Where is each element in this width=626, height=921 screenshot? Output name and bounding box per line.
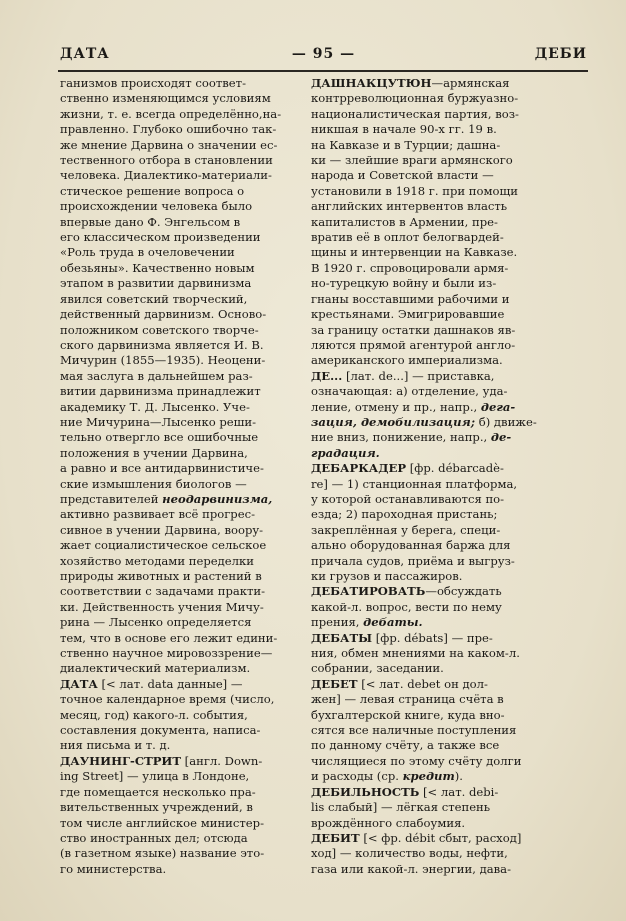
text-line: явился советский творческий, xyxy=(60,291,248,306)
text-run: [англ. Down- xyxy=(181,753,263,768)
text-run: —армянская xyxy=(431,76,510,90)
entry-debarkader xyxy=(311,461,589,584)
entry-data xyxy=(60,677,312,754)
text-run: ). xyxy=(454,769,463,784)
headword: ДЕБИЛЬНОСТЬ xyxy=(311,784,420,799)
text-line xyxy=(311,631,589,646)
text-line xyxy=(311,615,589,630)
text-line: же мнение Дарвина о значении ес- xyxy=(60,137,278,152)
headword: ДЕБЕТ xyxy=(311,676,358,691)
text-line: у которой останавливаются по- xyxy=(311,491,505,506)
text-line: lis слабый] — лёгкая степень xyxy=(311,800,491,815)
text-line: положения в учении Дарвина, xyxy=(60,445,248,460)
text-line: на Кавказе и в Турции; дашна- xyxy=(311,137,501,152)
text-run: —обсуждать xyxy=(425,584,502,599)
entry-debit xyxy=(311,831,589,877)
entry-darwinism-continuation xyxy=(60,76,312,677)
text-line: ние Мичурина—Лысенко реши- xyxy=(60,414,257,429)
text-line: ально оборудованная баржа для xyxy=(311,538,511,553)
headword: ДАШНАКЦУТЮН xyxy=(311,76,432,90)
text-line: числящиеся по этому счёту долги xyxy=(311,753,522,768)
text-line: бухгалтерской книге, куда вно- xyxy=(311,707,505,722)
text-line: английских интервентов власть xyxy=(311,199,508,214)
text-line: ственно научное мировоззрение— xyxy=(60,646,273,661)
text-line: ляются прямой агентурой англо- xyxy=(311,337,516,352)
text-line: В 1920 г. спровоцировали армя- xyxy=(311,260,509,275)
text-line: хозяйство методами переделки xyxy=(60,553,254,568)
header-rule xyxy=(58,70,588,72)
text-line: ния письма и т. д. xyxy=(60,738,171,753)
text-line: капиталистов в Армении, пре- xyxy=(311,214,498,229)
text-run: [< лат. data данные] — xyxy=(97,676,243,691)
text-line: врождённого слабоумия. xyxy=(311,815,466,830)
text-line: витии дарвинизма принадлежит xyxy=(60,384,261,399)
text-line xyxy=(311,446,589,461)
text-line: тельно отвергло все ошибочные xyxy=(60,430,259,445)
text-line: происхождении человека было xyxy=(60,199,253,214)
text-line: газа или какой-л. энергии, дава- xyxy=(311,861,511,876)
running-head-right: ДЕБИ xyxy=(534,46,587,62)
text-line: а равно и все антидарвинистиче- xyxy=(60,461,264,476)
text-line xyxy=(311,369,589,384)
text-line xyxy=(311,677,589,692)
right-column xyxy=(311,76,589,877)
text-line: (в газетном языке) название это- xyxy=(60,846,265,861)
text-line: означающая: а) отделение, уда- xyxy=(311,384,508,399)
text-line xyxy=(60,754,312,769)
headword: ДЕБАРКАДЕР xyxy=(311,461,407,476)
text-line xyxy=(311,831,589,846)
italic-term: де- xyxy=(490,430,512,445)
italic-term: зация, демобилизация; xyxy=(311,414,476,429)
text-line: ки грузов и пассажиров. xyxy=(311,569,463,583)
italic-term: дега- xyxy=(480,399,516,414)
text-line: националистическая партия, воз- xyxy=(311,106,519,121)
text-line: ственно изменяющимся условиям xyxy=(60,91,271,106)
text-line: ские измышления биологов — xyxy=(60,476,247,491)
running-head-left: ДАТА xyxy=(60,46,110,62)
text-line: жен] — левая страница счёта в xyxy=(311,692,504,707)
text-line: жизни, т. е. всегда определённо,на- xyxy=(60,106,282,121)
headword: ДЕБИТ xyxy=(311,830,360,845)
text-run: и расходы (ср. xyxy=(311,769,403,784)
text-line: re] — 1) станционная платформа, xyxy=(311,476,518,491)
text-line: рина — Лысенко определяется xyxy=(60,615,252,630)
text-line: крестьянами. Эмигрировавшие xyxy=(311,307,505,322)
text-line: собрании, заседании. xyxy=(311,661,444,676)
text-line: ство иностранных дел; отсюда xyxy=(60,830,248,845)
text-run: [< фр. débit сбыт, расход] xyxy=(359,830,522,845)
text-run: представителей xyxy=(60,491,163,506)
text-line: тественного отбора в становлении xyxy=(60,153,273,168)
entry-debilnost xyxy=(311,785,589,831)
entry-de xyxy=(311,369,589,461)
text-line: «Роль труда в очеловечении xyxy=(60,245,235,260)
text-line: по данному счёту, а также все xyxy=(311,738,500,753)
text-line: установили в 1918 г. при помощи xyxy=(311,183,519,198)
text-line: ганизмов происходят соответ- xyxy=(60,76,246,90)
headword: ДЕБАТИРОВАТЬ xyxy=(311,584,426,599)
text-line: никшая в начале 90-х гг. 19 в. xyxy=(311,122,497,137)
text-line: где помещается несколько пра- xyxy=(60,784,256,799)
text-line: ния, обмен мнениями на каком-л. xyxy=(311,646,520,661)
text-line xyxy=(311,76,589,91)
left-column xyxy=(60,76,312,877)
text-line: Мичурин (1855—1935). Неоцени- xyxy=(60,353,266,368)
text-line: мая заслуга в дальнейшем раз- xyxy=(60,368,253,383)
text-line: том числе английское министер- xyxy=(60,815,265,830)
text-line: составления документа, написа- xyxy=(60,723,261,738)
text-line: человека. Диалектико-материали- xyxy=(60,168,272,183)
text-line: действенный дарвинизм. Осново- xyxy=(60,307,267,322)
italic-term: неодарвинизма, xyxy=(162,491,273,506)
text-line: положником советского творче- xyxy=(60,322,259,337)
text-line: месяц, год) какого-л. события, xyxy=(60,707,248,722)
entry-downing-street xyxy=(60,754,312,877)
text-line: езда; 2) пароходная пристань; xyxy=(311,507,498,522)
text-run: ление, отмену и пр., напр., xyxy=(311,399,481,414)
italic-term: дебаты. xyxy=(363,615,423,630)
text-run: [лат. de...] — приставка, xyxy=(342,368,495,383)
text-line: ход] — количество воды, нефти, xyxy=(311,846,508,861)
text-line: стическое решение вопроса о xyxy=(60,183,245,198)
text-line: ing Street] — улица в Лондоне, xyxy=(60,769,250,784)
text-run: ние вниз, понижение, напр., xyxy=(311,430,491,445)
text-line xyxy=(311,584,589,599)
text-line xyxy=(60,677,312,692)
text-run: [фр. débarcadè- xyxy=(406,461,504,476)
text-line: вительственных учреждений, в xyxy=(60,800,253,815)
entry-dashnaktsutyun xyxy=(311,76,589,369)
entry-debet xyxy=(311,677,589,785)
text-line: го министерства. xyxy=(60,861,167,876)
text-line: но-турецкую войну и были из- xyxy=(311,276,497,291)
text-line: контрреволюционная буржуазно- xyxy=(311,91,519,106)
entry-debaty xyxy=(311,631,589,677)
headword: ДЕБАТЫ xyxy=(311,630,373,645)
text-line: ки. Действенность учения Мичу- xyxy=(60,599,264,614)
headword: ДАТА xyxy=(60,676,98,691)
text-line: за границу остатки дашнаков яв- xyxy=(311,322,516,337)
text-line xyxy=(311,415,589,430)
text-line xyxy=(311,785,589,800)
text-line: ского дарвинизма является И. В. xyxy=(60,337,264,352)
text-line: какой-л. вопрос, вести по нему xyxy=(311,599,502,614)
text-run: [< лат. debi- xyxy=(419,784,499,799)
text-line xyxy=(311,430,589,445)
text-line xyxy=(311,400,589,415)
text-line: активно развивает всё прогрес- xyxy=(60,507,255,522)
page-header xyxy=(60,46,587,70)
text-line: причала судов, приёма и выгруз- xyxy=(311,553,515,568)
headword: ДАУНИНГ-СТРИТ xyxy=(60,753,181,768)
text-line: диалектический материализм. xyxy=(60,661,251,676)
text-line: соответствии с задачами практи- xyxy=(60,584,266,599)
text-line: точное календарное время (число, xyxy=(60,692,275,707)
text-line xyxy=(311,461,589,476)
headword: ДЕ... xyxy=(311,368,343,383)
text-line: обезьяны». Качественно новым xyxy=(60,260,255,275)
text-line: его классическом произведении xyxy=(60,230,261,245)
entry-debatirovat xyxy=(311,584,589,630)
text-line: правленно. Глубоко ошибочно так- xyxy=(60,122,277,137)
text-line: гнаны восставшими рабочими и xyxy=(311,291,510,306)
text-line: вратив её в оплот белогвардей- xyxy=(311,230,504,245)
text-line xyxy=(311,769,589,784)
text-line: ки — злейшие враги армянского xyxy=(311,153,513,168)
text-line: закреплённая у берега, специ- xyxy=(311,522,501,537)
text-run: [< лат. debet он дол- xyxy=(357,676,488,691)
text-line: жает социалистическое сельское xyxy=(60,538,267,553)
text-line: академику Т. Д. Лысенко. Уче- xyxy=(60,399,250,414)
page-number: — 95 — xyxy=(291,46,356,62)
italic-term: кредит xyxy=(402,769,455,784)
text-run: [фр. débats] — пре- xyxy=(372,630,493,645)
italic-term: градация. xyxy=(311,445,380,460)
text-run: б) движе- xyxy=(475,414,537,429)
text-line: этапом в развитии дарвинизма xyxy=(60,276,252,291)
text-line: сивное в учении Дарвина, воору- xyxy=(60,522,264,537)
text-line: природы животных и растений в xyxy=(60,569,262,583)
text-line: тем, что в основе его лежит едини- xyxy=(60,630,278,645)
text-line: щины и интервенции на Кавказе. xyxy=(311,245,518,260)
text-line xyxy=(60,492,312,507)
text-line: сятся все наличные поступления xyxy=(311,723,517,738)
text-line: американского империализма. xyxy=(311,353,503,368)
text-line: народа и Советской власти — xyxy=(311,168,494,183)
text-line: впервые дано Ф. Энгельсом в xyxy=(60,214,241,229)
text-run: прения, xyxy=(311,615,364,630)
